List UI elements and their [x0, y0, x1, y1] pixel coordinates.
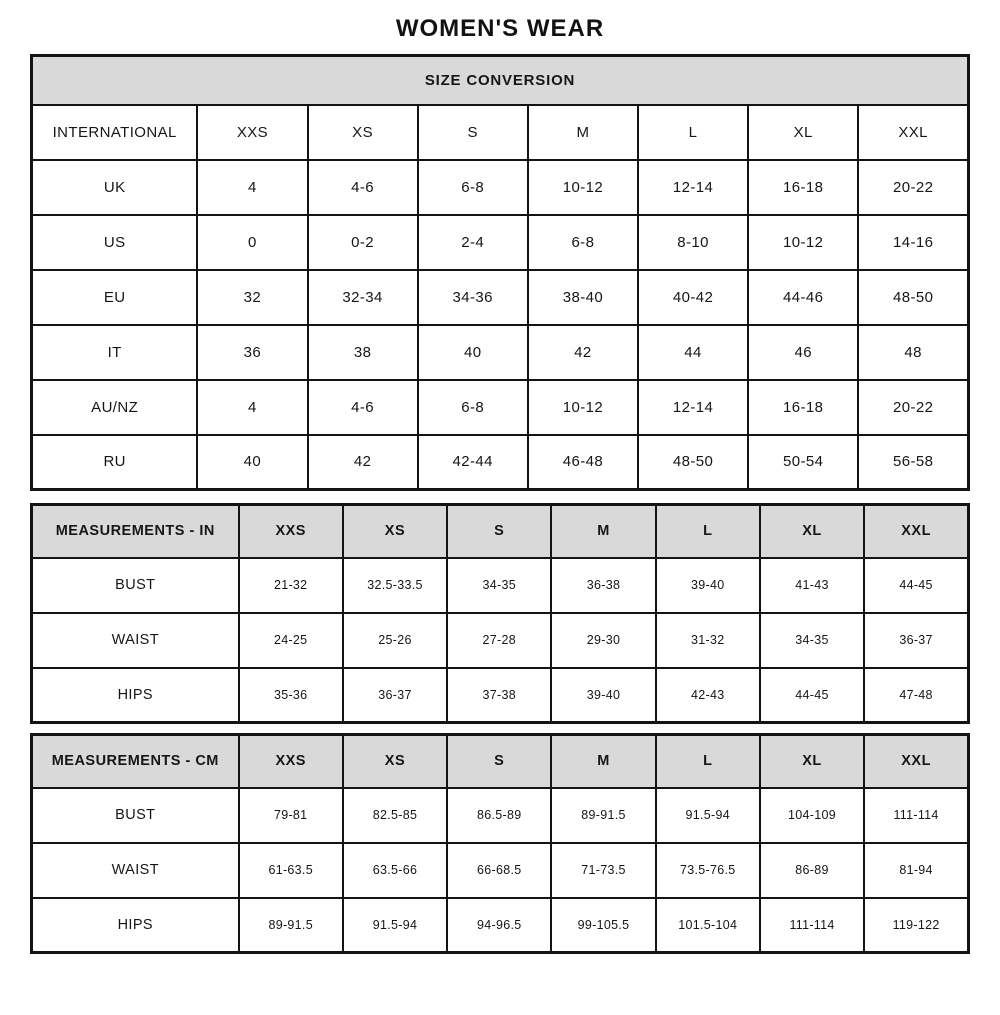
measure-value-cell: 91.5-94 — [656, 788, 760, 843]
size-value-cell: 56-58 — [858, 435, 968, 490]
size-value-cell: 4 — [197, 160, 307, 215]
size-conversion-banner: SIZE CONVERSION — [32, 56, 969, 105]
measure-value-cell: 101.5-104 — [656, 898, 760, 953]
measure-value-cell: 86.5-89 — [447, 788, 551, 843]
measurements-cm-header: MEASUREMENTS - CM — [32, 735, 239, 788]
measure-value-cell: 119-122 — [864, 898, 968, 953]
region-label-cell: EU — [32, 270, 198, 325]
size-value-cell: 10-12 — [528, 380, 638, 435]
table-row-waist-cm — [32, 843, 969, 898]
size-value-cell: 12-14 — [638, 380, 748, 435]
measure-value-cell: 21-32 — [239, 558, 343, 613]
measure-value-cell: 47-48 — [864, 668, 968, 723]
measure-value-cell: 104-109 — [760, 788, 864, 843]
size-value-cell: 6-8 — [418, 380, 528, 435]
measure-value-cell: 66-68.5 — [447, 843, 551, 898]
measure-value-cell: 94-96.5 — [447, 898, 551, 953]
size-header-s: S — [447, 735, 551, 788]
size-value-cell: 4-6 — [308, 380, 418, 435]
size-value-cell: 48-50 — [858, 270, 968, 325]
measure-value-cell: 86-89 — [760, 843, 864, 898]
measure-value-cell: 99-105.5 — [551, 898, 655, 953]
size-value-cell: 20-22 — [858, 380, 968, 435]
table-row — [32, 505, 969, 558]
size-value-cell: 2-4 — [418, 215, 528, 270]
col-header-international: INTERNATIONAL — [32, 105, 198, 160]
size-header-s: S — [447, 505, 551, 558]
measure-value-cell: 111-114 — [760, 898, 864, 953]
size-value-cell: 20-22 — [858, 160, 968, 215]
size-value-cell: 4 — [197, 380, 307, 435]
size-value-cell: 10-12 — [748, 215, 858, 270]
table-row-ru — [32, 435, 969, 490]
measure-label-cell: HIPS — [32, 668, 239, 723]
measurements-in-header: MEASUREMENTS - IN — [32, 505, 239, 558]
measure-value-cell: 63.5-66 — [343, 843, 447, 898]
measure-label-cell: WAIST — [32, 843, 239, 898]
size-value-cell: 46 — [748, 325, 858, 380]
measure-value-cell: 31-32 — [656, 613, 760, 668]
size-value-cell: 32-34 — [308, 270, 418, 325]
size-header-xl: XL — [760, 505, 864, 558]
size-value-cell: 38 — [308, 325, 418, 380]
size-value-cell: 50-54 — [748, 435, 858, 490]
size-value-cell: 40 — [197, 435, 307, 490]
table-row-aunz — [32, 380, 969, 435]
table-row-uk — [32, 160, 969, 215]
size-value-cell: 40 — [418, 325, 528, 380]
size-header-m: M — [551, 735, 655, 788]
table-row-hips-in — [32, 668, 969, 723]
size-value-cell: 14-16 — [858, 215, 968, 270]
measure-value-cell: 39-40 — [551, 668, 655, 723]
table-row-bust-in — [32, 558, 969, 613]
table-row-us — [32, 215, 969, 270]
size-header-xs: XS — [343, 735, 447, 788]
size-value-cell: 48-50 — [638, 435, 748, 490]
size-conversion-table — [30, 54, 970, 491]
col-header-xxl: XXL — [858, 105, 968, 160]
size-header-xxs: XXS — [239, 505, 343, 558]
size-value-cell: 42 — [308, 435, 418, 490]
measure-value-cell: 39-40 — [656, 558, 760, 613]
size-value-cell: 12-14 — [638, 160, 748, 215]
size-value-cell: 16-18 — [748, 380, 858, 435]
region-label-cell: RU — [32, 435, 198, 490]
page-title: WOMEN'S WEAR — [395, 15, 605, 42]
col-header-l: L — [638, 105, 748, 160]
size-value-cell: 42-44 — [418, 435, 528, 490]
measure-value-cell: 34-35 — [760, 613, 864, 668]
measure-value-cell: 35-36 — [239, 668, 343, 723]
size-chart-page — [0, 15, 1000, 954]
region-label-cell: AU/NZ — [32, 380, 198, 435]
measure-value-cell: 89-91.5 — [551, 788, 655, 843]
size-value-cell: 16-18 — [748, 160, 858, 215]
size-value-cell: 48 — [858, 325, 968, 380]
table-row-bust-cm — [32, 788, 969, 843]
size-header-xs: XS — [343, 505, 447, 558]
size-header-xxl: XXL — [864, 505, 968, 558]
measure-value-cell: 79-81 — [239, 788, 343, 843]
size-header-xxl: XXL — [864, 735, 968, 788]
table-row — [32, 105, 969, 160]
measure-value-cell: 32.5-33.5 — [343, 558, 447, 613]
measure-value-cell: 25-26 — [343, 613, 447, 668]
measure-value-cell: 89-91.5 — [239, 898, 343, 953]
size-value-cell: 4-6 — [308, 160, 418, 215]
measure-value-cell: 111-114 — [864, 788, 968, 843]
region-label-cell: US — [32, 215, 198, 270]
col-header-xl: XL — [748, 105, 858, 160]
size-value-cell: 46-48 — [528, 435, 638, 490]
size-value-cell: 8-10 — [638, 215, 748, 270]
measure-value-cell: 34-35 — [447, 558, 551, 613]
measure-value-cell: 71-73.5 — [551, 843, 655, 898]
size-value-cell: 44-46 — [748, 270, 858, 325]
measure-value-cell: 36-37 — [343, 668, 447, 723]
size-value-cell: 34-36 — [418, 270, 528, 325]
measure-value-cell: 36-38 — [551, 558, 655, 613]
table-row-hips-cm — [32, 898, 969, 953]
size-value-cell: 0-2 — [308, 215, 418, 270]
region-label-cell: IT — [32, 325, 198, 380]
size-header-xl: XL — [760, 735, 864, 788]
measure-value-cell: 29-30 — [551, 613, 655, 668]
table-row-waist-in — [32, 613, 969, 668]
size-value-cell: 38-40 — [528, 270, 638, 325]
measure-value-cell: 37-38 — [447, 668, 551, 723]
size-header-l: L — [656, 735, 760, 788]
size-header-m: M — [551, 505, 655, 558]
measure-value-cell: 44-45 — [760, 668, 864, 723]
size-value-cell: 6-8 — [528, 215, 638, 270]
measure-value-cell: 82.5-85 — [343, 788, 447, 843]
table-row-eu — [32, 270, 969, 325]
measure-value-cell: 41-43 — [760, 558, 864, 613]
measure-value-cell: 24-25 — [239, 613, 343, 668]
size-value-cell: 6-8 — [418, 160, 528, 215]
measure-value-cell: 81-94 — [864, 843, 968, 898]
measure-label-cell: BUST — [32, 558, 239, 613]
size-value-cell: 10-12 — [528, 160, 638, 215]
measurements-in-table — [30, 503, 970, 724]
measure-value-cell: 91.5-94 — [343, 898, 447, 953]
measure-value-cell: 44-45 — [864, 558, 968, 613]
col-header-s: S — [418, 105, 528, 160]
size-value-cell: 32 — [197, 270, 307, 325]
measure-label-cell: HIPS — [32, 898, 239, 953]
region-label-cell: UK — [32, 160, 198, 215]
size-value-cell: 36 — [197, 325, 307, 380]
col-header-m: M — [528, 105, 638, 160]
measure-value-cell: 73.5-76.5 — [656, 843, 760, 898]
measure-value-cell: 27-28 — [447, 613, 551, 668]
table-row-it — [32, 325, 969, 380]
measure-value-cell: 42-43 — [656, 668, 760, 723]
size-value-cell: 42 — [528, 325, 638, 380]
measure-value-cell: 36-37 — [864, 613, 968, 668]
measurements-cm-table — [30, 733, 970, 954]
size-value-cell: 44 — [638, 325, 748, 380]
col-header-xxs: XXS — [197, 105, 307, 160]
size-value-cell: 40-42 — [638, 270, 748, 325]
col-header-xs: XS — [308, 105, 418, 160]
table-row — [32, 735, 969, 788]
measure-value-cell: 61-63.5 — [239, 843, 343, 898]
size-value-cell: 0 — [197, 215, 307, 270]
table-row — [32, 56, 969, 105]
measure-label-cell: WAIST — [32, 613, 239, 668]
size-header-xxs: XXS — [239, 735, 343, 788]
measure-label-cell: BUST — [32, 788, 239, 843]
size-header-l: L — [656, 505, 760, 558]
